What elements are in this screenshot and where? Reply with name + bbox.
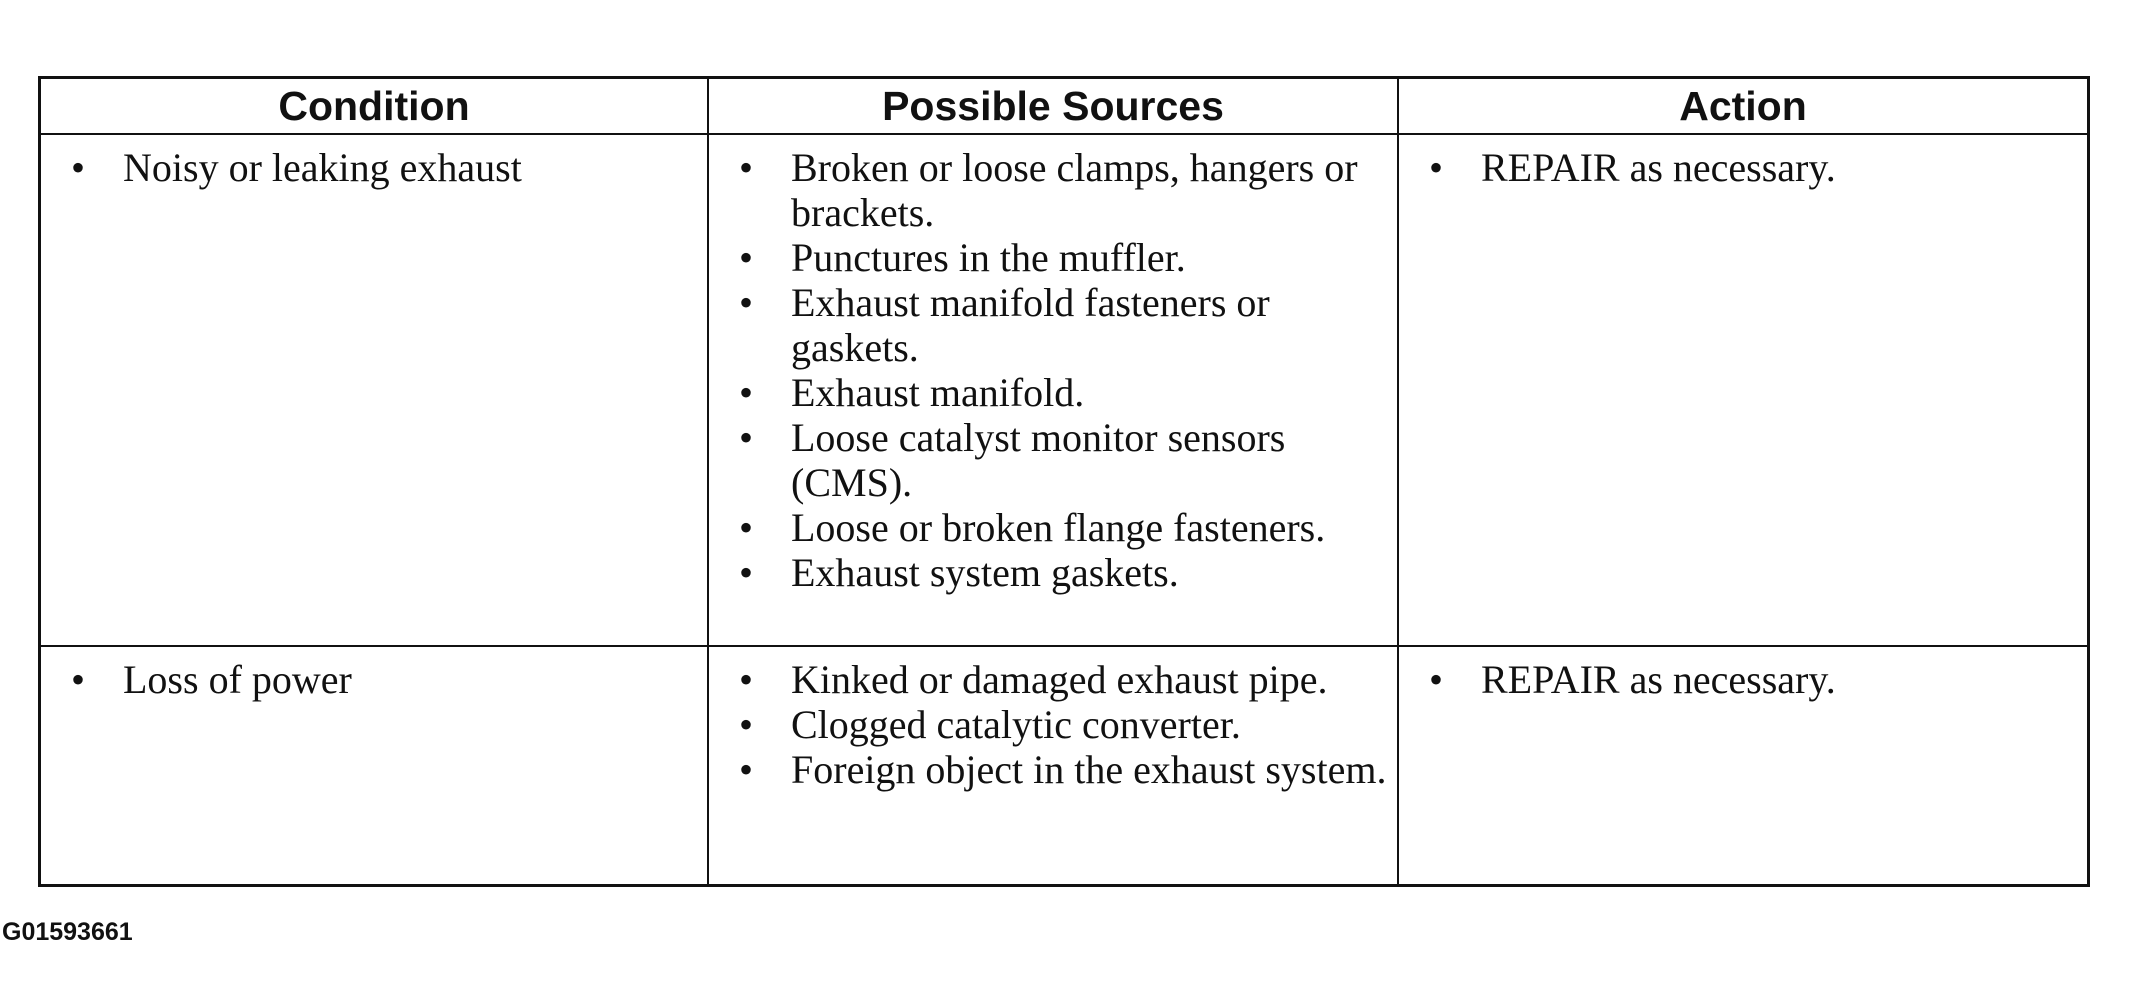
- bullet-icon: •: [738, 280, 753, 325]
- condition-list: [41, 145, 707, 190]
- source-text: Exhaust manifold fasteners or gaskets.: [791, 280, 1270, 370]
- source-text: Punctures in the muffler.: [791, 235, 1186, 280]
- condition-cell: [41, 134, 708, 646]
- bullet-icon: •: [738, 235, 753, 280]
- list-item: [709, 145, 1397, 235]
- action-cell: [1398, 646, 2087, 884]
- action-text: REPAIR as necessary.: [1481, 657, 1836, 702]
- sources-cell: [708, 134, 1398, 646]
- list-item: [709, 370, 1397, 415]
- action-text: REPAIR as necessary.: [1481, 145, 1836, 190]
- bullet-icon: •: [738, 505, 753, 550]
- column-header-action: Action: [1398, 79, 2087, 134]
- list-item: [709, 657, 1397, 702]
- sources-cell: [708, 646, 1398, 884]
- bullet-icon: •: [738, 747, 753, 792]
- source-text: Exhaust manifold.: [791, 370, 1085, 415]
- list-item: [709, 550, 1397, 595]
- bullet-icon: •: [738, 657, 753, 702]
- bullet-icon: •: [738, 550, 753, 595]
- bullet-icon: •: [738, 415, 753, 460]
- source-text: Loose or broken flange fasteners.: [791, 505, 1326, 550]
- figure-id: G01593661: [2, 918, 133, 946]
- list-item: [1399, 145, 2087, 190]
- diagnosis-table: [38, 76, 2090, 887]
- bullet-icon: •: [70, 145, 85, 190]
- list-item: [41, 145, 707, 190]
- sources-list: [709, 657, 1397, 792]
- column-header-possible-sources: Possible Sources: [708, 79, 1398, 134]
- list-item: [709, 747, 1397, 792]
- bullet-icon: •: [1428, 145, 1443, 190]
- table-header-row: [41, 79, 2087, 134]
- list-item: [709, 235, 1397, 280]
- bullet-icon: •: [738, 370, 753, 415]
- column-header-condition: Condition: [41, 79, 708, 134]
- list-item: [1399, 657, 2087, 702]
- list-item: [41, 657, 707, 702]
- bullet-icon: •: [1428, 657, 1443, 702]
- bullet-icon: •: [70, 657, 85, 702]
- source-text: Kinked or damaged exhaust pipe.: [791, 657, 1328, 702]
- condition-text: Noisy or leaking exhaust: [123, 145, 522, 190]
- table-row: [41, 646, 2087, 884]
- list-item: [709, 280, 1397, 370]
- condition-cell: [41, 646, 708, 884]
- condition-text: Loss of power: [123, 657, 352, 702]
- action-list: [1399, 657, 2087, 702]
- condition-list: [41, 657, 707, 702]
- bullet-icon: •: [738, 702, 753, 747]
- bullet-icon: •: [738, 145, 753, 190]
- sources-list: [709, 145, 1397, 595]
- list-item: [709, 702, 1397, 747]
- action-list: [1399, 145, 2087, 190]
- source-text: Broken or loose clamps, hangers or brackets.: [791, 145, 1358, 235]
- action-cell: [1398, 134, 2087, 646]
- table-row: [41, 134, 2087, 646]
- source-text: Exhaust system gaskets.: [791, 550, 1179, 595]
- source-text: Loose catalyst monitor sensors (CMS).: [791, 415, 1286, 505]
- source-text: Foreign object in the exhaust system.: [791, 747, 1387, 792]
- list-item: [709, 415, 1397, 505]
- symptom-chart: [41, 79, 2087, 884]
- source-text: Clogged catalytic converter.: [791, 702, 1241, 747]
- list-item: [709, 505, 1397, 550]
